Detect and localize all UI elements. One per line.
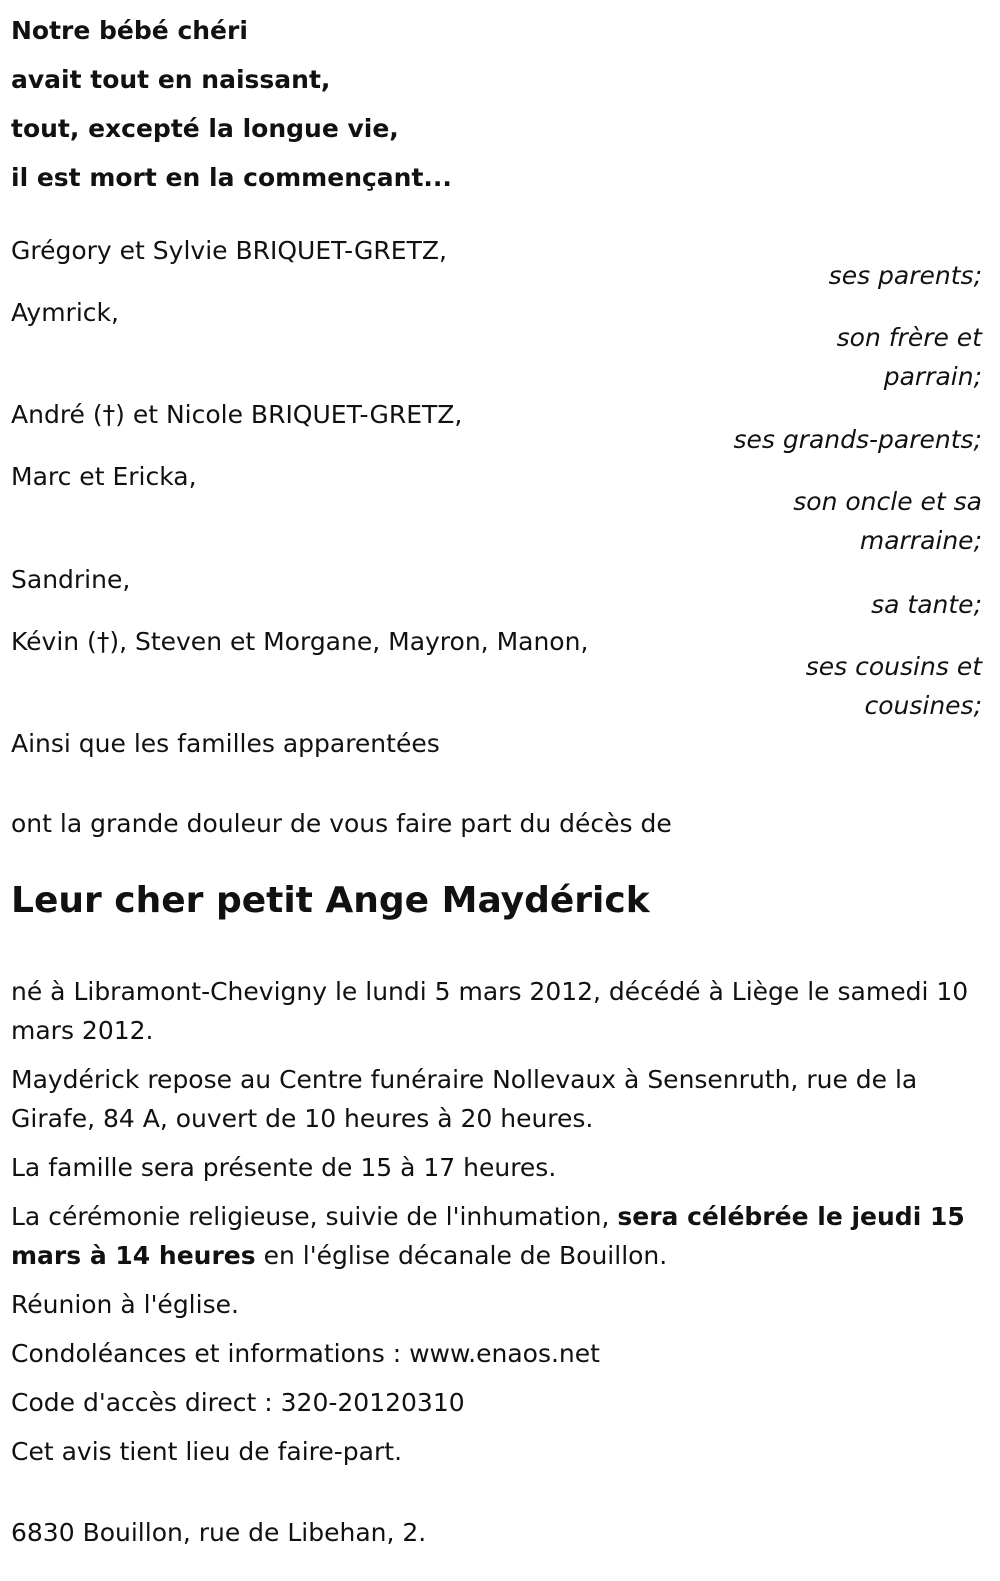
meeting-text: Réunion à l'église. <box>11 1290 239 1319</box>
family-role: son oncle et sa marraine; <box>793 487 982 555</box>
poem-line: avait tout en naissant, <box>11 65 331 94</box>
family-name: Marc et Ericka, <box>11 462 197 491</box>
birth-death-text: né à Libramont-Chevigny le lundi 5 mars 2012, décédé à Liège le samedi 10 mars 2012. <box>11 977 969 1045</box>
family-name: Kévin (†), Steven et Morgane, Mayron, Manon, <box>11 627 589 656</box>
details <box>11 972 986 1481</box>
family-role: ses cousins et cousines; <box>805 652 982 720</box>
family-name: André (†) et Nicole BRIQUET-GRETZ, <box>11 400 463 429</box>
family-role: ses grands-parents; <box>733 425 982 454</box>
poem-line: il est mort en la commençant... <box>11 163 452 192</box>
related-families: Ainsi que les familles apparentées <box>11 729 440 758</box>
condolences-text: Condoléances et informations : www.enaos.net <box>11 1339 600 1368</box>
ceremony-pre: La cérémonie religieuse, suivie de l'inhumation, <box>11 1202 618 1231</box>
access-code-text: Code d'accès direct : 320-20120310 <box>11 1388 465 1417</box>
poem-line: Notre bébé chéri <box>11 16 248 45</box>
poem-line: tout, excepté la longue vie, <box>11 114 399 143</box>
deceased-title: Leur cher petit Ange Maydérick <box>11 880 650 921</box>
ceremony-post: en l'église décanale de Bouillon. <box>255 1241 668 1270</box>
family-name: Grégory et Sylvie BRIQUET-GRETZ, <box>11 236 447 265</box>
family-name: Sandrine, <box>11 565 131 594</box>
family-present-text: La famille sera présente de 15 à 17 heures. <box>11 1153 557 1182</box>
ceremony-date: sera célébrée le jeudi 15 mars à 14 heures <box>11 1202 965 1270</box>
family-role: ses parents; <box>828 261 982 290</box>
rest-location-text: Maydérick repose au Centre funéraire Nollevaux à Sensenruth, rue de la Girafe, 84 A, ouvert de 10 heures à 20 heures. <box>11 1065 918 1133</box>
family-name: Aymrick, <box>11 298 119 327</box>
ceremony-text <box>11 1197 986 1275</box>
notice-text: Cet avis tient lieu de faire-part. <box>11 1437 403 1466</box>
family-role: sa tante; <box>871 590 982 619</box>
announcement: ont la grande douleur de vous faire part du décès de <box>11 809 672 838</box>
family-role: son frère et parrain; <box>836 323 982 391</box>
address: 6830 Bouillon, rue de Libehan, 2. <box>11 1518 427 1547</box>
poem <box>11 6 452 202</box>
